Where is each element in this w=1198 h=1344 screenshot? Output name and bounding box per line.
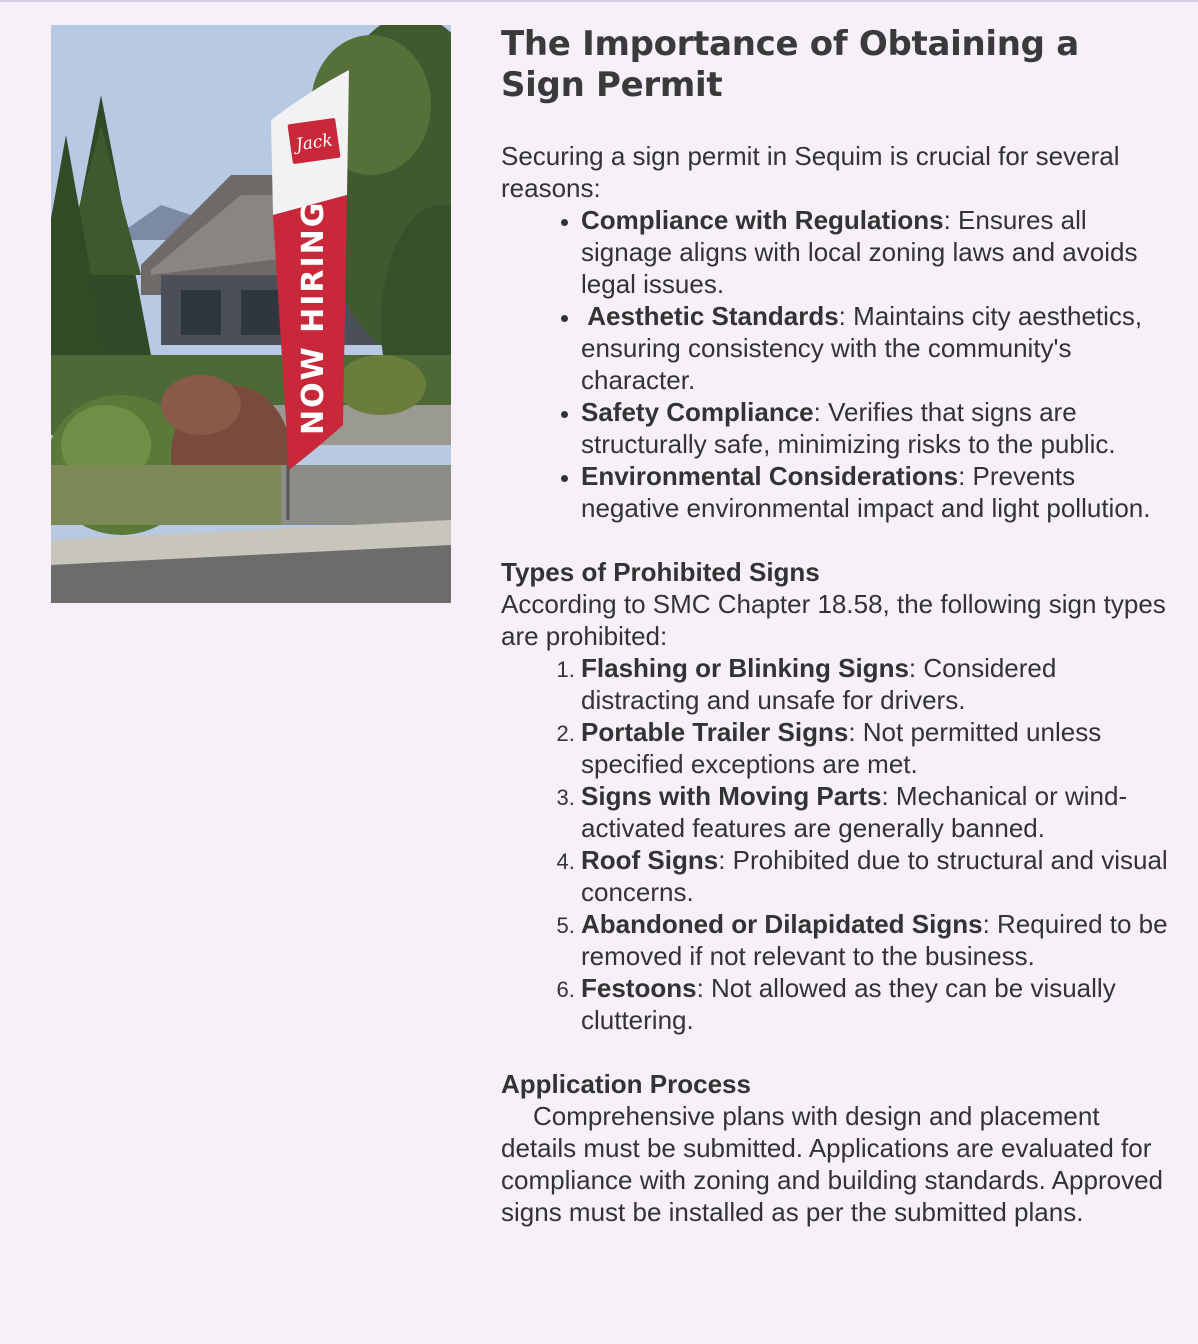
prohibited-term: Signs with Moving Parts (581, 781, 882, 811)
prohibited-term: Abandoned or Dilapidated Signs (581, 909, 983, 939)
prohibited-term: Festoons (581, 973, 697, 1003)
flag-brand-logo: Jack (294, 130, 334, 156)
prohibited-list (501, 652, 1171, 1036)
list-item (581, 396, 1171, 460)
article (501, 24, 1171, 1228)
application-paragraph (501, 1100, 1171, 1228)
list-item (581, 652, 1171, 716)
application-text: Comprehensive plans with design and placement details must be submitted. Applications are evaluated for compliance with zoning and building standards. Approved signs must be installed as per the submitted plans. (501, 1101, 1163, 1227)
reason-term: Environmental Considerations (581, 461, 959, 491)
reasons-list (501, 204, 1171, 524)
prohibited-term: Portable Trailer Signs (581, 717, 849, 747)
prohibited-desc: : Required to be removed if not relevant to the business. (581, 909, 1168, 971)
list-item (581, 844, 1171, 908)
flag-photo (51, 25, 451, 603)
prohibited-heading: Types of Prohibited Signs (501, 557, 820, 587)
reason-term: Aesthetic Standards (581, 301, 839, 331)
list-item (581, 716, 1171, 780)
prohibited-term: Flashing or Blinking Signs (581, 653, 909, 683)
list-item (581, 300, 1171, 396)
prohibited-desc: : Not permitted unless specified exceptions are met. (581, 717, 1102, 779)
list-item (581, 460, 1171, 524)
application-heading: Application Process (501, 1069, 751, 1099)
reason-desc: : Prevents negative environmental impact and light pollution. (581, 461, 1151, 523)
list-item (581, 908, 1171, 972)
intro-paragraph: Securing a sign permit in Sequim is crucial for several reasons: (501, 141, 1120, 203)
prohibited-desc: : Not allowed as they can be visually cluttering. (581, 973, 1116, 1035)
reason-desc: : Ensures all signage aligns with local zoning laws and avoids legal issues. (581, 205, 1138, 299)
prohibited-desc: : Prohibited due to structural and visual concerns. (581, 845, 1168, 907)
list-item (581, 780, 1171, 844)
prohibited-desc: : Considered distracting and unsafe for drivers. (581, 653, 1057, 715)
reason-term: Safety Compliance (581, 397, 814, 427)
prohibited-desc: : Mechanical or wind-activated features are generally banned. (581, 781, 1128, 843)
list-item (581, 204, 1171, 300)
prohibited-term: Roof Signs (581, 845, 719, 875)
prohibited-intro: According to SMC Chapter 18.58, the following sign types are prohibited: (501, 589, 1166, 651)
list-item (581, 972, 1171, 1036)
flag-now-hiring-text: NOW HIRING (296, 200, 331, 435)
page-title: The Importance of Obtaining a Sign Permit (501, 24, 1079, 105)
reason-term: Compliance with Regulations (581, 205, 944, 235)
now-hiring-flag-illustration (51, 25, 451, 603)
reason-desc: : Verifies that signs are structurally safe, minimizing risks to the public. (581, 397, 1116, 459)
reason-desc: : Maintains city aesthetics, ensuring consistency with the community's character. (581, 301, 1143, 395)
